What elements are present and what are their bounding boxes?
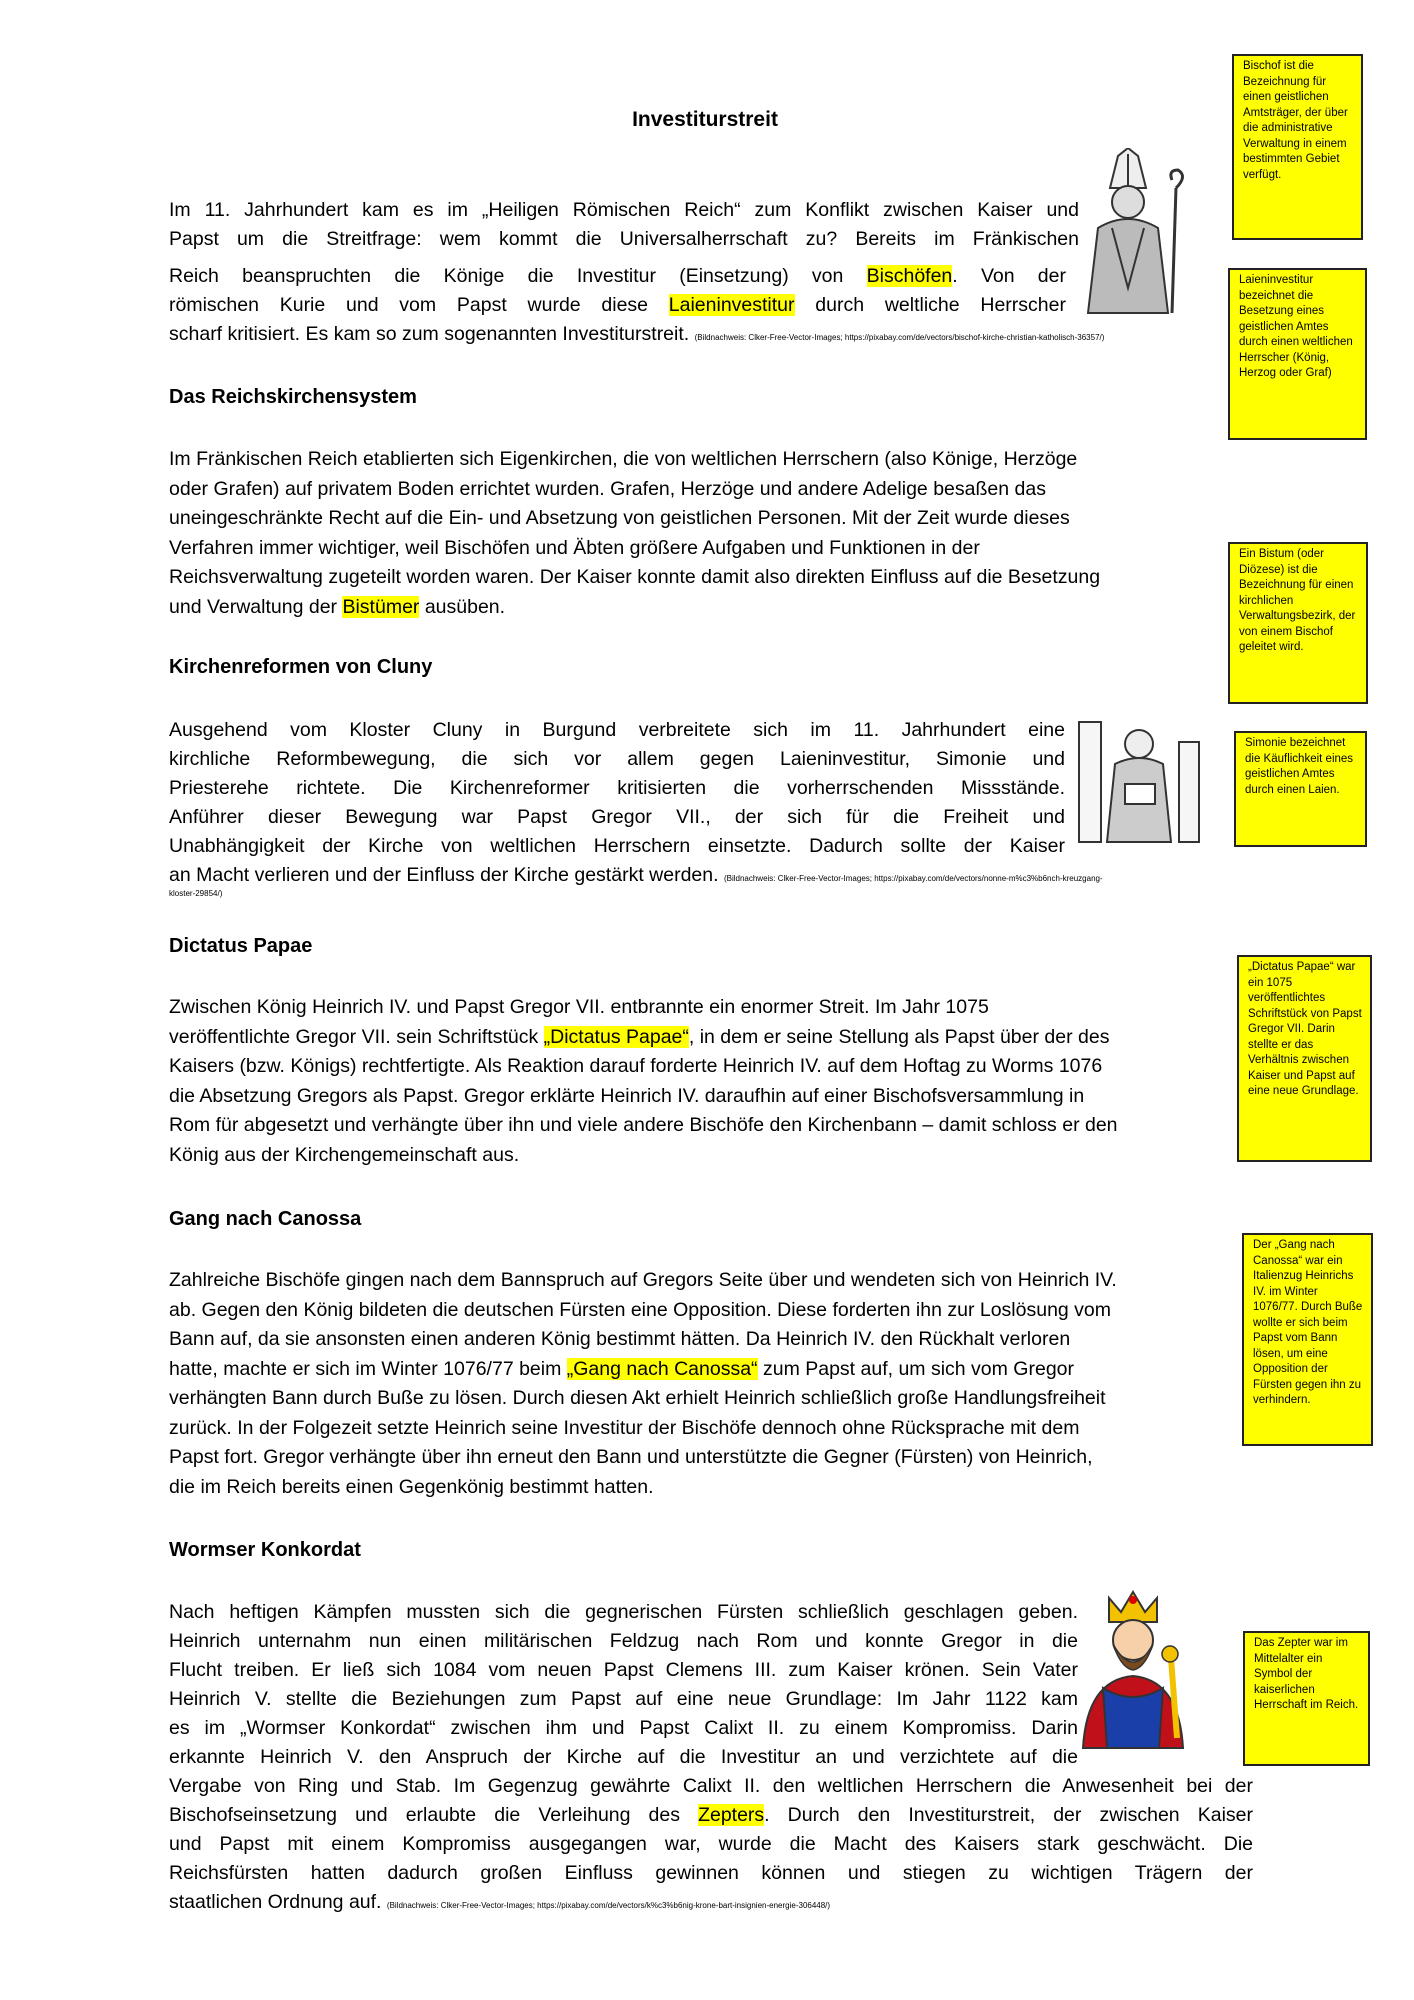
intro-line: Im 11. Jahrhundert kam es im „Heiligen Römischen Reich“ zum Konflikt zwischen Kaiser und — [169, 199, 1079, 221]
note-zepter: Das Zepter war im Mittelalter ein Symbol der kaiserlichen Herrschaft im Reich. — [1243, 1631, 1370, 1766]
worms-line: erkannte Heinrich V. den Anspruch der Kirche auf die Investitur an und verzichtete auf die — [169, 1746, 1078, 1768]
worms-line: Heinrich V. stellte die Beziehungen zum Papst auf eine neue Grundlage: Im Jahr 1122 kam — [169, 1688, 1078, 1710]
cluny-line: Ausgehend vom Kloster Cluny in Burgund verbreitete sich im 11. Jahrhundert eine — [169, 719, 1065, 741]
paragraph-canossa: Zahlreiche Bischöfe gingen nach dem Bannspruch auf Gregors Seite über und wendeten sich von Heinrich IV. ab. Gegen den König bildeten die deutschen Fürsten eine Opposition. Diese forderten ihn zur Loslösung vom Bann auf, da sie ansonsten einen anderen König bestimmt hätten. Da Heinrich IV. den Rückhalt verloren hatte, machte er sich im Winter 1076/77 beim „Gang nach Canossa“ zum Papst auf, um sich vom Gregor verhängten Bann durch Buße zu lösen. Durch diesen Akt erhielt Heinrich schließlich große Handlungsfreiheit zurück. In der Folgezeit setzte Heinrich seine Investitur der Bischöfe dennoch ohne Rücksprache mit dem Papst fort. Gregor verhängte über ihn erneut den Bann und unterstützte die Gegner (Fürsten) von Heinrich, die im Reich bereits einen Gegenkönig bestimmt hatten. — [169, 1269, 1117, 1498]
heading-canossa: Gang nach Canossa — [169, 1208, 362, 1230]
cluny-line: Anführer dieser Bewegung war Papst Gregor VII., der sich für die Freiheit und — [169, 806, 1065, 828]
note-laieninvestitur: Laieninvestitur bezeichnet die Besetzung eines geistlichen Amtes durch einen weltlichen Herrscher (König, Herzog oder Graf) — [1228, 268, 1367, 440]
note-bischof: Bischof ist die Bezeichnung für einen geistlichen Amtsträger, der über die administrative Verwaltung in einem bestimmten Gebiet verfügt. — [1232, 54, 1363, 240]
heading-wormser-konkordat: Wormser Konkordat — [169, 1539, 361, 1561]
cluny-line: an Macht verlieren und der Einfluss der Kirche gestärkt werden. (Bildnachweis: Clker-Free-Vector-Images; https://pixabay.com/de/vectors/nonne-m%c3%b6nch-kreuzgang- — [169, 864, 1103, 886]
intro-line: Reich beanspruchten die Könige die Investitur (Einsetzung) von Bischöfen. Von der — [169, 265, 1066, 287]
worms-line: Flucht treiben. Er ließ sich 1084 vom neuen Papst Clemens III. zum Kaiser krönen. Sein Vater — [169, 1659, 1078, 1681]
worms-line: staatlichen Ordnung auf. (Bildnachweis: Clker-Free-Vector-Images; https://pixabay.com/de/vectors/k%c3%b6nig-krone-bart-insignien-energie-306448/) — [169, 1891, 831, 1913]
worms-line: Heinrich unternahm nun einen militärischen Feldzug nach Rom und konnte Gregor in die — [169, 1630, 1078, 1652]
worms-line: es im „Wormser Konkordat“ zwischen ihm und Papst Calixt II. zu einem Kompromiss. Darin — [169, 1717, 1078, 1739]
paragraph-reichskirche: Im Fränkischen Reich etablierten sich Eigenkirchen, die von weltlichen Herrschern (also Könige, Herzöge oder Grafen) auf privatem Boden errichtet wurden. Grafen, Herzöge und andere Adelige besaßen das uneingeschränkte Recht auf die Ein- und Absetzung von geistlichen Personen. Mit der Zeit wurde dieses Verfahren immer wichtiger, weil Bischöfen und Äbten größere Aufgaben und Funktionen in der Reichsverwaltung zugeteilt worden waren. Der Kaiser konnte damit also direkten Einfluss auf die Besetzung und Verwaltung der Bistümer ausüben. — [169, 448, 1101, 618]
heading-reichskirchensystem: Das Reichskirchensystem — [169, 386, 417, 408]
heading-dictatus-papae: Dictatus Papae — [169, 935, 313, 957]
intro-line: Papst um die Streitfrage: wem kommt die Universalherrschaft zu? Bereits im Fränkischen — [169, 228, 1079, 250]
intro-line: römischen Kurie und vom Papst wurde diese Laieninvestitur durch weltliche Herrscher — [169, 294, 1066, 316]
heading-cluny: Kirchenreformen von Cluny — [169, 656, 433, 678]
bishop-illustration — [1068, 148, 1198, 318]
worms-line: Bischofseinsetzung und erlaubte die Verleihung des Zepters. Durch den Investiturstreit, der zwischen Kaiser — [169, 1804, 1253, 1826]
intro-line: scharf kritisiert. Es kam so zum sogenannten Investiturstreit. (Bildnachweis: Clker-Free-Vector-Images; https://pixabay.com/de/vectors/bischof-kirche-christian-katholisch-36357/) — [169, 323, 1105, 345]
worms-line: Nach heftigen Kämpfen mussten sich die gegnerischen Fürsten schließlich geschlagen geben. — [169, 1601, 1078, 1623]
highlight-bistuemer: Bistümer — [342, 595, 420, 618]
note-bistum: Ein Bistum (oder Diözese) ist die Bezeichnung für einen kirchlichen Verwaltungsbezirk, der von einem Bischof geleitet wird. — [1228, 542, 1368, 704]
cluny-line: kirchliche Reformbewegung, die sich vor allem gegen Laieninvestitur, Simonie und — [169, 748, 1065, 770]
highlight-canossa: „Gang nach Canossa“ — [566, 1357, 758, 1380]
note-canossa: Der „Gang nach Canossa“ war ein Italienzug Heinrichs IV. im Winter 1076/77. Durch Buße wollte er sich beim Papst vom Bann lösen, um eine Opposition der Fürsten gegen ihn zu verhindern. — [1242, 1233, 1373, 1446]
note-dictatus-papae: „Dictatus Papae“ war ein 1075 veröffentlichtes Schriftstück von Papst Gregor VII. Darin stellte er das Verhältnis zwischen Kaiser und Papst auf eine neue Grundlage. — [1237, 955, 1372, 1162]
page-title: Investiturstreit — [632, 108, 778, 131]
image-credit: kloster-29854/) — [169, 889, 223, 898]
image-credit: (Bildnachweis: Clker-Free-Vector-Images; https://pixabay.com/de/vectors/k%c3%b6nig-krone-bart-insignien-energie-306448/) — [386, 1901, 831, 1910]
paragraph-dictatus: Zwischen König Heinrich IV. und Papst Gregor VII. entbrannte ein enormer Streit. Im Jahr 1075 veröffentlichte Gregor VII. sein Schriftstück „Dictatus Papae“, in dem er seine Stellung als Papst über der des Kaisers (bzw. Königs) rechtfertigte. Als Reaktion darauf forderte Heinrich IV. auf dem Hoftag zu Worms 1076 die Absetzung Gregors als Papst. Gregor erklärte Heinrich IV. daraufhin auf einer Bischofsversammlung in Rom für abgesetzt und verhängte über ihn und viele andere Bischöfe den Kirchenbann – damit schloss er den König aus der Kirchengemeinschaft aus. — [169, 996, 1118, 1166]
cluny-line: Priesterehe richtete. Die Kirchenreformer kritisierten die vorherrschenden Missstände. — [169, 777, 1065, 799]
highlight-laieninvestitur: Laieninvestitur — [668, 294, 795, 316]
monk-illustration — [1075, 702, 1205, 852]
worms-line: Reichsfürsten hatten dadurch großen Einfluss gewinnen können und stiegen zu wichtigen Trägern der — [169, 1862, 1253, 1884]
image-credit: (Bildnachweis: Clker-Free-Vector-Images; https://pixabay.com/de/vectors/bischof-kirche-christian-katholisch-36357/) — [694, 333, 1105, 342]
note-simonie: Simonie bezeichnet die Käuflichkeit eines geistlichen Amtes durch einen Laien. — [1234, 731, 1367, 847]
worms-line: Vergabe von Ring und Stab. Im Gegenzug gewährte Calixt II. den weltlichen Herrschern die Anwesenheit bei der — [169, 1775, 1253, 1797]
highlight-bischoefen: Bischöfen — [866, 265, 953, 287]
highlight-dictatus-papae: „Dictatus Papae“ — [543, 1025, 689, 1048]
king-illustration — [1073, 1588, 1203, 1753]
image-credit: (Bildnachweis: Clker-Free-Vector-Images; https://pixabay.com/de/vectors/nonne-m%c3%b6nch-kreuzgang- — [723, 874, 1103, 883]
cluny-line: Unabhängigkeit der Kirche von weltlichen Herrschern einsetzte. Dadurch sollte der Kaiser — [169, 835, 1065, 857]
highlight-zepter: Zepters — [698, 1804, 765, 1826]
worms-line: und Papst mit einem Kompromiss ausgegangen war, wurde die Macht des Kaisers stark geschwächt. Die — [169, 1833, 1253, 1855]
